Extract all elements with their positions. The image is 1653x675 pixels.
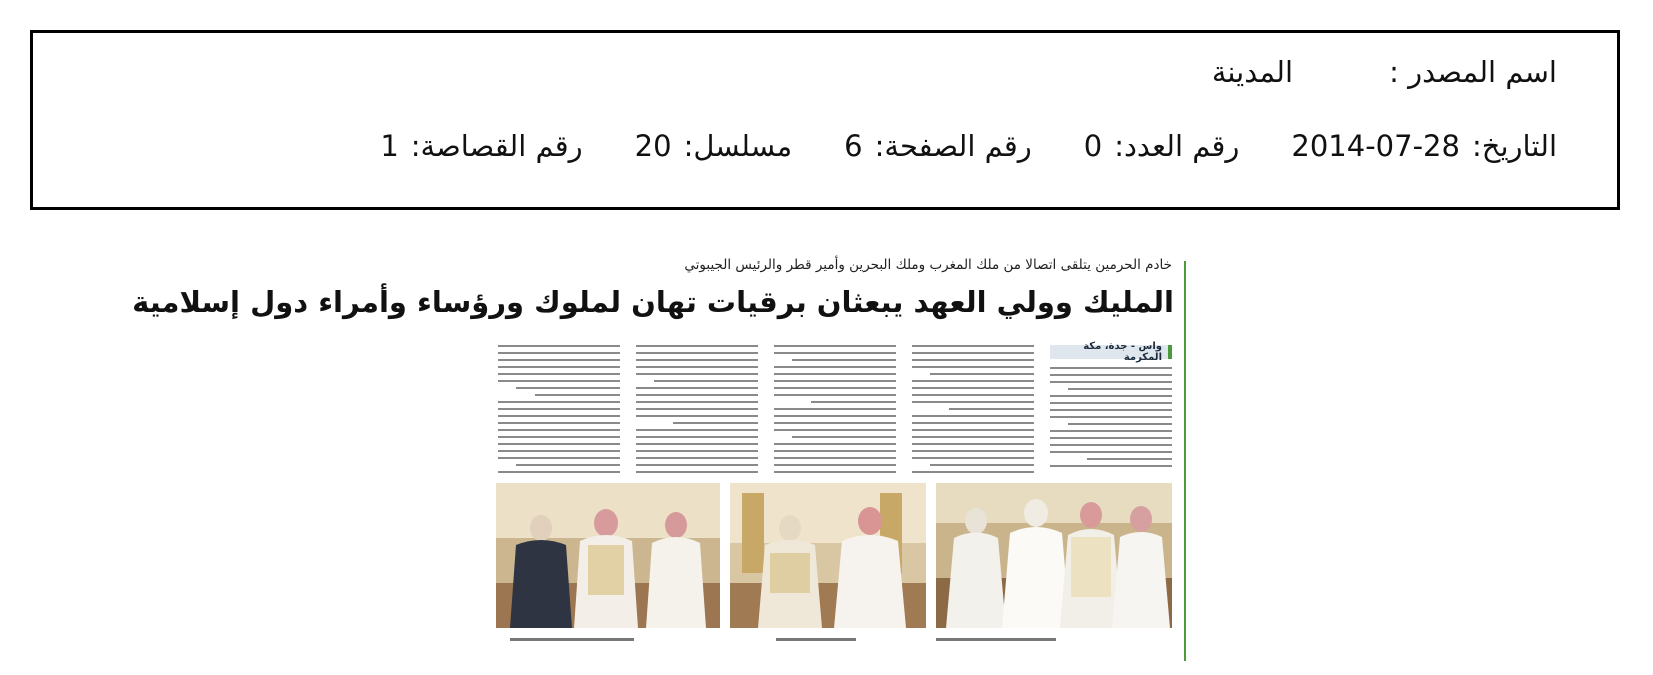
- clip-number-value: 1: [380, 129, 399, 163]
- page-label: رقم الصفحة:: [874, 129, 1032, 163]
- serial-value: 20: [634, 129, 672, 163]
- article-column: [636, 345, 758, 485]
- source-row: [1212, 55, 1557, 89]
- byline-accent-bar: [1168, 345, 1172, 359]
- article-photo: [730, 483, 926, 628]
- photo-caption: [936, 638, 1056, 641]
- source-label: اسم المصدر :: [1389, 55, 1557, 89]
- source-value: المدينة: [1211, 55, 1294, 89]
- clip-number-label: رقم القصاصة:: [410, 129, 583, 163]
- issue-field: [1084, 129, 1240, 163]
- article-kicker: خادم الحرمين يتلقى اتصالا من ملك المغرب وملك البحرين وأمير قطر والرئيس الجيبوتي: [684, 257, 1172, 273]
- article-photo: [936, 483, 1172, 628]
- details-row: [380, 129, 1557, 163]
- date-label: التاريخ:: [1471, 129, 1557, 163]
- article-body-columns: [496, 341, 1172, 485]
- date-value: 2014-07-28: [1291, 129, 1460, 163]
- clipping-metadata-box: [30, 30, 1620, 210]
- page-field: [844, 129, 1032, 163]
- article-photos: [496, 483, 1172, 628]
- article-column: [774, 345, 896, 485]
- date-field: [1291, 129, 1557, 163]
- byline-text: واس - جدة، مكة المكرمة: [1083, 341, 1162, 363]
- clip-number-field: [380, 129, 582, 163]
- photo-caption: [776, 638, 856, 641]
- article-column: [498, 345, 620, 485]
- serial-label: مسلسل:: [683, 129, 793, 163]
- serial-field: [635, 129, 793, 163]
- article-byline: [1050, 341, 1172, 363]
- photo-caption: [510, 638, 634, 641]
- article-photo: [496, 483, 720, 628]
- newspaper-clipping: [132, 255, 1186, 667]
- clipping-side-rule: [1184, 261, 1186, 661]
- page-value: 6: [844, 129, 863, 163]
- article-headline: المليك وولي العهد يبعثان برقيات تهان لملوك ورؤساء وأمراء دول إسلامية: [132, 285, 1174, 319]
- article-column: [1050, 341, 1172, 485]
- article-column: [912, 345, 1034, 485]
- issue-label: رقم العدد:: [1114, 129, 1240, 163]
- issue-value: 0: [1083, 129, 1103, 163]
